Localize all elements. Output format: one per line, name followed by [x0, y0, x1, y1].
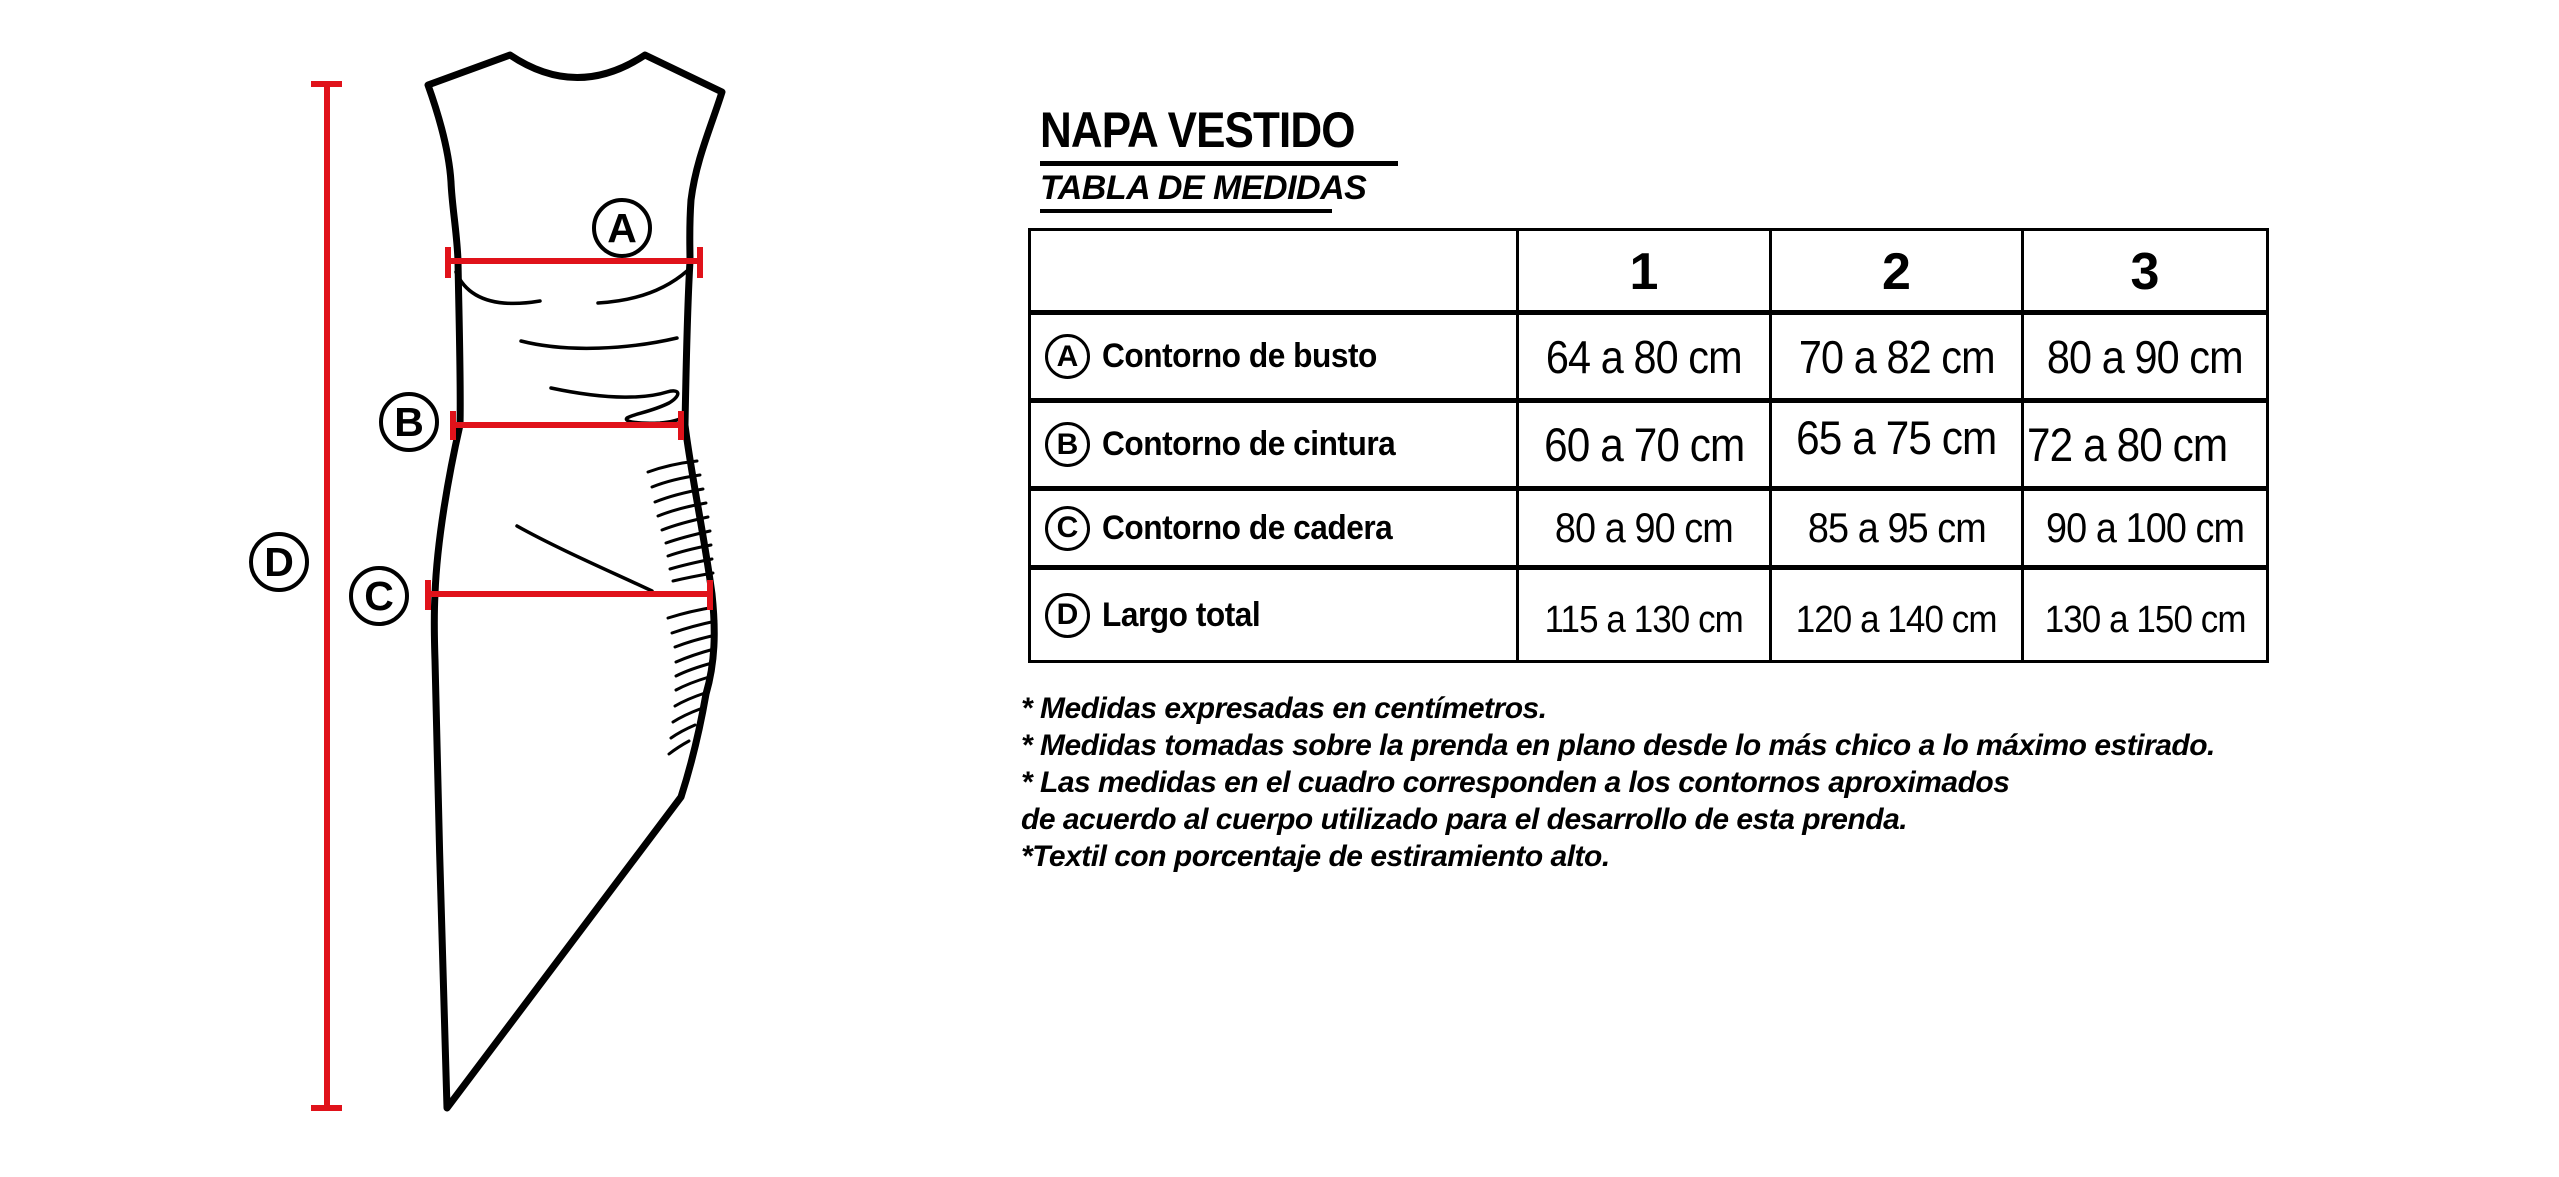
row-letter-badge: A [1045, 334, 1090, 379]
footnote-line: * Las medidas en el cuadro corresponden a los contornos aproximados [1021, 766, 2010, 799]
row-label-length [1031, 570, 1519, 660]
footnotes [1021, 690, 2215, 875]
row-letter-badge: C [1045, 506, 1090, 551]
footnote-line: * Medidas tomadas sobre la prenda en plano desde lo más chico a lo máximo estirado. [1021, 729, 2215, 762]
row-label-text: Largo total [1102, 595, 1261, 634]
page-title [1040, 104, 1398, 166]
table-header-size-3 [2024, 231, 2266, 315]
size-3-header-label: 3 [2130, 242, 2160, 301]
row-label-text: Contorno de busto [1102, 337, 1377, 375]
cell-length-size3 [2024, 570, 2266, 660]
marker-letter: C [364, 572, 394, 619]
footnote-line: * Medidas expresadas en centímetros. [1021, 692, 1547, 725]
measurement-value: 120 a 140 cm [1796, 598, 1997, 641]
cell-waist-size2 [1772, 403, 2024, 491]
marker-letter: A [607, 204, 637, 251]
measure-marker-length [249, 532, 309, 592]
measure-marker-bust [592, 198, 652, 258]
marker-letter: B [394, 398, 424, 445]
cell-length-size1 [1519, 570, 1772, 660]
measurement-value: 64 a 80 cm [1546, 330, 1742, 383]
footnote-line: *Textil con porcentaje de estiramiento alto. [1021, 840, 1610, 873]
table-header-size-2 [1772, 231, 2024, 315]
row-label-text: Contorno de cadera [1102, 508, 1393, 547]
cell-waist-size3 [2024, 403, 2266, 491]
cell-bust-size2 [1772, 315, 2024, 403]
size-2-header-label: 2 [1882, 242, 1911, 301]
cell-bust-size3 [2024, 315, 2266, 403]
measurement-value: 60 a 70 cm [1543, 418, 1745, 471]
measurement-value: 115 a 130 cm [1544, 598, 1744, 641]
footnote-line: de acuerdo al cuerpo utilizado para el desarrollo de esta prenda. [1021, 803, 1908, 836]
page-title-text: NAPA VESTIDO [1040, 102, 1355, 158]
cell-hip-size3 [2024, 491, 2266, 570]
cell-hip-size2 [1772, 491, 2024, 570]
marker-letter: D [264, 538, 294, 585]
cell-waist-size1 [1519, 403, 1772, 491]
measurement-value: 65 a 75 cm [1796, 411, 1997, 464]
measurement-value: 80 a 90 cm [2047, 330, 2243, 383]
row-label-waist [1031, 403, 1519, 491]
measurement-value: 70 a 82 cm [1798, 330, 1995, 383]
measurement-value: 130 a 150 cm [2044, 598, 2246, 641]
row-label-bust [1031, 315, 1519, 403]
size-1-header-label: 1 [1629, 242, 1659, 301]
cell-hip-size1 [1519, 491, 1772, 570]
dress-outline [428, 55, 722, 1108]
measurement-value: 90 a 100 cm [2045, 504, 2245, 551]
row-letter-badge: B [1045, 422, 1090, 467]
row-label-hip [1031, 491, 1519, 570]
table-header-empty-cell [1031, 231, 1519, 315]
measurement-value: 85 a 95 cm [1807, 504, 1986, 551]
measure-marker-waist [379, 392, 439, 452]
page-subtitle-text: TABLA DE MEDIDAS [1040, 169, 1367, 207]
measurement-value: 72 a 80 cm [2027, 418, 2228, 471]
row-label-text: Contorno de cintura [1102, 425, 1396, 463]
measurement-value: 80 a 90 cm [1554, 504, 1734, 551]
row-letter-badge: D [1045, 593, 1090, 638]
measure-line-length [311, 81, 342, 1111]
page-subtitle [1040, 169, 1367, 213]
cell-bust-size1 [1519, 315, 1772, 403]
measure-marker-hip [349, 566, 409, 626]
size-table [1028, 228, 2269, 663]
table-header-size-1 [1519, 231, 1772, 315]
cell-length-size2 [1772, 570, 2024, 660]
